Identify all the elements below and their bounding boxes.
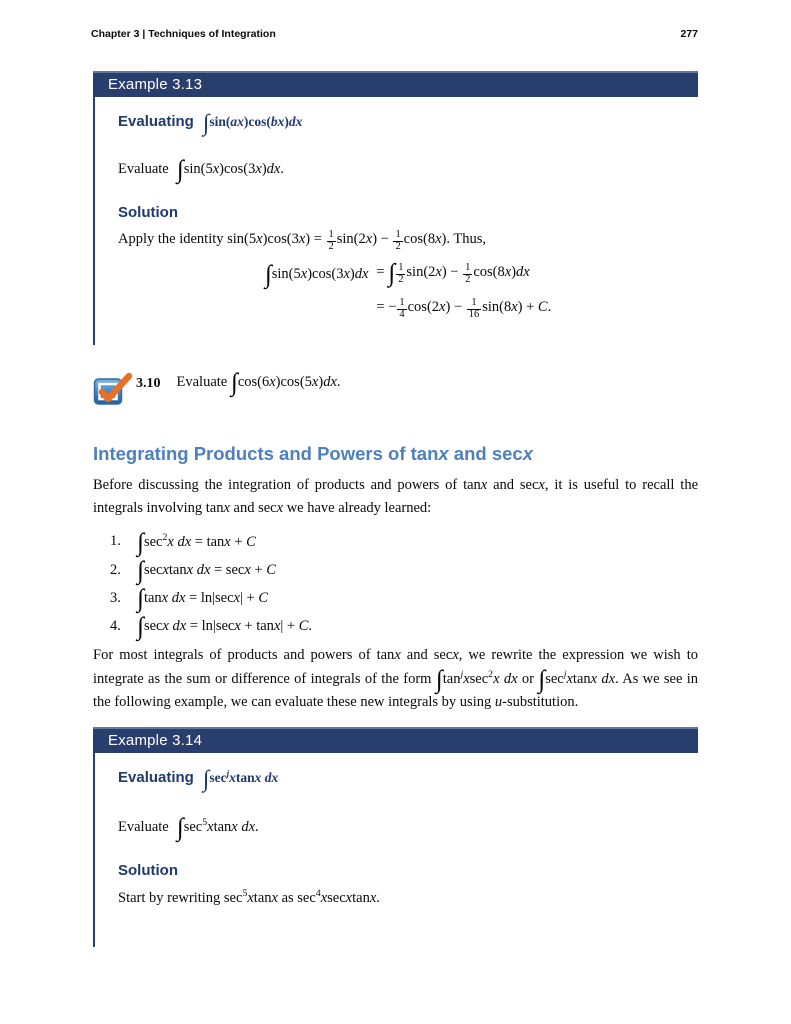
checkpoint-3-10 xyxy=(93,368,698,407)
section-heading: Integrating Products and Powers of tanx and secx xyxy=(93,442,534,464)
solution-text: Start by rewriting $\sec^5xtanx$ as $\sec^4xsecxtanx$. xyxy=(118,888,380,906)
example-3-14-title: Example 3.14 xyxy=(108,731,203,749)
integral-sign: ∫ xyxy=(264,260,272,289)
evaluating-formula: ∫sin(ax)cos(bx)dx xyxy=(202,110,303,137)
integral-sign: ∫ xyxy=(230,368,238,397)
example-3-13-box xyxy=(93,71,698,345)
running-head xyxy=(91,28,698,40)
example-3-13-problem xyxy=(118,155,698,184)
solution-heading: Solution xyxy=(118,862,178,880)
list-item xyxy=(93,612,698,641)
evaluating-label: Evaluating xyxy=(118,769,194,787)
checkpoint-checkbox-icon xyxy=(93,371,133,407)
checkpoint-text: Evaluate ∫cos(6x)cos(5x)dx. xyxy=(176,368,341,397)
example-3-14-box xyxy=(93,727,698,947)
example-3-14-subtitle xyxy=(118,766,698,793)
list-item-formula: ∫secxtanx dx = secx + C xyxy=(137,556,276,585)
example-3-14-problem xyxy=(118,813,698,842)
equation-rhs-line2: = − $\frac{1}{4}$ cos(2x) − $\frac{1}{16}$ sin(8x) + C. xyxy=(376,296,552,320)
integral-sign: ∫ xyxy=(202,110,210,137)
chapter-title: Chapter 3 | Techniques of Integration xyxy=(91,28,276,40)
integral-sign: ∫ xyxy=(137,528,144,557)
integral-sign: ∫ xyxy=(538,665,546,694)
integral-sign: ∫ xyxy=(137,612,144,641)
list-item-formula: ∫tanx dx = ln|secx| + C xyxy=(137,584,268,613)
equation-rhs-line1: = ∫ $\frac{1}{2}$ sin(2x) − $\frac{1}{2}$ cos(8x)dx xyxy=(376,258,530,287)
solution-text: Apply the identity sin(5x)cos(3x) = $\frac{1}{2}$ sin(2x) − $\frac{1}{2}$ cos(8x). Thus, xyxy=(118,229,486,252)
evaluate-label: Evaluate xyxy=(118,161,169,177)
integral-sign: ∫ xyxy=(435,665,443,694)
integral-sign: ∫ xyxy=(137,584,144,613)
page-number: 277 xyxy=(680,28,698,40)
page-content xyxy=(93,71,698,947)
problem-formula: $\int\sec^5xtanx$ dx. xyxy=(176,813,259,842)
list-item-number: 1. xyxy=(110,532,121,549)
list-item xyxy=(93,528,698,557)
list-item-number: 3. xyxy=(110,589,121,606)
example-3-13-body xyxy=(93,97,698,345)
evaluating-label: Evaluating xyxy=(118,113,194,130)
display-equation xyxy=(118,258,698,321)
example-3-13-title-bar xyxy=(93,71,698,97)
integral-sign: ∫ xyxy=(202,766,210,793)
example-3-14-title-bar xyxy=(93,727,698,753)
list-item-formula: $\int\sec^2x$ dx = tanx + C xyxy=(137,528,256,557)
evaluate-label: Evaluate xyxy=(118,819,169,836)
section-paragraph-1: Before discussing the integration of products and powers of tanx and secx, it is useful to recall the integrals involving tanx and secx we have already learned: xyxy=(93,476,699,517)
checkpoint-number: 3.10 xyxy=(136,375,161,391)
example-3-13-subtitle xyxy=(118,110,698,137)
problem-formula: ∫sin(5x)cos(3x)dx. xyxy=(176,155,284,184)
integral-sign: ∫ xyxy=(176,813,184,842)
integral-list xyxy=(93,528,698,641)
integral-sign: ∫ xyxy=(176,155,184,184)
example-3-13-title: Example 3.13 xyxy=(108,76,203,93)
list-item-number: 2. xyxy=(110,561,121,578)
integral-sign: ∫ xyxy=(137,556,144,585)
equation-lhs: ∫sin(5x)cos(3x)dx xyxy=(264,260,369,289)
list-item-formula: ∫secx dx = ln|secx + tanx| + C. xyxy=(137,612,313,641)
list-item xyxy=(93,556,698,585)
solution-heading: Solution xyxy=(118,204,178,221)
list-item xyxy=(93,584,698,613)
section-paragraph-2: For most integrals of products and powers of tanx and secx, we rewrite the expression we wish to integrate as the sum or difference of integrals of the form $\int\tan^jxsec^2x$ dx or $\int\sec^jxtanx$ dx. As we see in the following example, we can evaluate these new integrals by using u-substitution. xyxy=(93,646,699,711)
integral-sign: ∫ xyxy=(388,258,396,287)
evaluating-formula: $\int\sec^jxtanx$ dx xyxy=(202,766,279,793)
example-3-14-body xyxy=(93,753,698,947)
list-item-number: 4. xyxy=(110,617,121,634)
